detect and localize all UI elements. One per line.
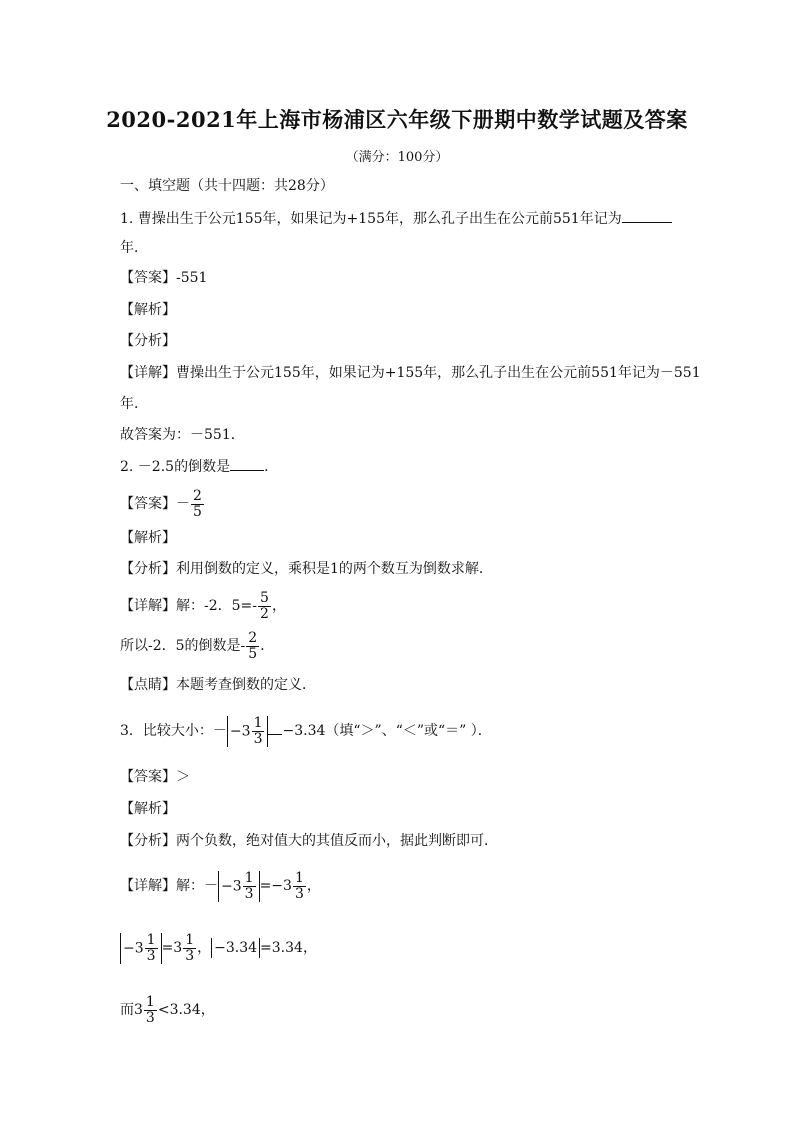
question-2-text: 2. －2.5的倒数是	[120, 459, 231, 475]
absolute-value	[218, 871, 260, 902]
question-1-conclusion: 故答案为：－551．	[120, 427, 245, 443]
line-suffix: ，	[200, 1002, 215, 1018]
abs-inner: −3	[229, 723, 251, 739]
mixed-fraction	[252, 716, 265, 747]
compare-value: −3.34	[282, 723, 326, 739]
question-2-jiexi: 【解析】	[120, 530, 176, 546]
fraction-numerator: 1	[244, 869, 254, 886]
fraction-denominator: 3	[244, 885, 254, 902]
answer-blank	[268, 720, 282, 735]
question-3-line3	[120, 990, 215, 1030]
question-3-fenxi: 【分析】两个负数，绝对值大的其值反而小，据此判断即可．	[120, 833, 498, 849]
fraction-numerator: 1	[146, 931, 156, 948]
equals-value: =3	[161, 940, 183, 956]
question-2-fenxi: 【分析】利用倒数的定义，乘积是1的两个数互为倒数求解．	[120, 561, 493, 577]
absolute-value	[120, 933, 162, 964]
question-1-fenxi: 【分析】	[120, 333, 176, 349]
mixed-fraction	[145, 933, 158, 964]
fraction-denominator: 5	[193, 503, 202, 520]
question-1-stem	[120, 208, 672, 229]
equals-value: =3.34	[260, 940, 303, 956]
question-3-text: 3．比较大小：	[120, 723, 213, 739]
result-fraction	[183, 933, 196, 964]
question-3-line2	[120, 928, 317, 968]
answer-fraction	[191, 489, 204, 520]
answer-blank	[230, 456, 264, 471]
result-fraction	[293, 871, 306, 902]
fraction-numerator: 1	[145, 993, 155, 1010]
fraction-numerator: 2	[248, 629, 258, 646]
detail-suffix: ，	[271, 598, 286, 614]
section-heading: 一、填空题（共十四题：共28分）	[120, 178, 334, 194]
question-3-stem	[120, 712, 492, 750]
line-suffix: ，	[302, 940, 317, 956]
detail-text: 【详解】解：	[120, 878, 204, 894]
page-title: 2020-2021年上海市杨浦区六年级下册期中数学试题及答案	[106, 107, 688, 132]
mixed-fraction	[144, 995, 157, 1026]
answer-blank	[622, 208, 672, 223]
minus-sign: －	[204, 878, 218, 894]
question-2-so	[120, 628, 274, 664]
question-2-stem	[120, 456, 278, 477]
mixed-fraction	[243, 871, 256, 902]
question-2-detail	[120, 588, 286, 624]
abs-inner: −3	[123, 940, 144, 956]
fraction-numerator: 2	[193, 487, 202, 504]
abs-inner: −3	[221, 878, 242, 894]
so-fraction	[246, 631, 259, 662]
detail-suffix: ，	[306, 878, 321, 894]
fraction-numerator: 1	[294, 869, 304, 886]
fraction-denominator: 3	[253, 730, 263, 747]
fraction-denominator: 3	[145, 1009, 155, 1026]
question-2-answer	[120, 486, 205, 522]
question-2-stem-end: ．	[264, 459, 279, 475]
equals-value: =−3	[259, 878, 292, 894]
fraction-denominator: 3	[185, 947, 195, 964]
separator: ，	[197, 940, 212, 956]
question-3-jiexi: 【解析】	[120, 801, 176, 817]
question-1-detail-end: 年．	[120, 396, 148, 412]
question-3-answer: 【答案】＞	[120, 769, 190, 785]
fraction-denominator: 2	[260, 605, 269, 622]
fraction-numerator: 1	[253, 714, 263, 731]
fraction-numerator: 1	[185, 931, 195, 948]
fraction-denominator: 3	[146, 947, 156, 964]
detail-text: 【详解】解：-2．5=-	[120, 598, 258, 614]
question-1-stem-end: 年．	[120, 240, 148, 256]
question-3-detail	[120, 866, 321, 906]
minus-sign: －	[212, 723, 227, 739]
so-text: 所以-2．5的倒数是-	[120, 638, 246, 654]
so-suffix: ．	[260, 638, 275, 654]
fraction-numerator: 5	[260, 589, 269, 606]
question-3-suffix: （填“＞”、“＜”或“＝” ）．	[325, 723, 492, 739]
detail-fraction	[258, 591, 271, 622]
less-than-value: <3.34	[157, 1002, 201, 1018]
question-1-answer: 【答案】-551	[120, 270, 208, 286]
fraction-denominator: 5	[248, 645, 258, 662]
page-subtitle: （满分：100分）	[345, 150, 449, 165]
answer-sign: －	[176, 496, 190, 512]
question-2-dianjing: 【点睛】本题考查倒数的定义．	[120, 677, 316, 693]
question-1-jiexi: 【解析】	[120, 302, 176, 318]
absolute-value	[211, 938, 260, 958]
fraction-denominator: 3	[294, 885, 304, 902]
answer-label: 【答案】	[120, 496, 176, 512]
absolute-value	[227, 716, 269, 747]
question-1-detail: 【详解】曹操出生于公元155年，如果记为+155年，那么孔子出生在公元前551年记为－551	[120, 365, 701, 381]
question-1-text: 1. 曹操出生于公元155年，如果记为+155年，那么孔子出生在公元前551年记为	[120, 211, 622, 227]
abs-inner: −3.34	[214, 940, 258, 956]
line-prefix: 而3	[120, 1002, 143, 1018]
